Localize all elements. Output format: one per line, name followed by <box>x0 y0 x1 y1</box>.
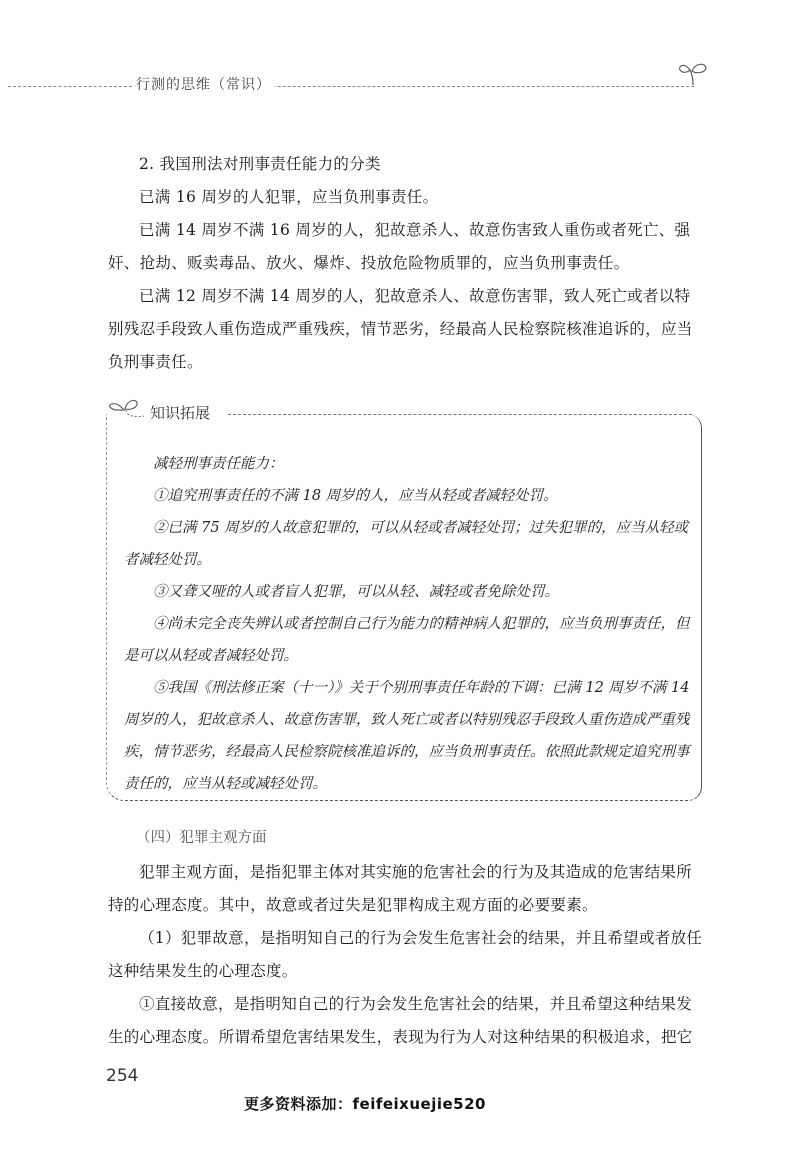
paragraph: 已满 12 周岁不满 14 周岁的人，犯故意杀人、故意伤害罪，致人死亡或者以特别残忍手段致人重伤造成严重残疾，情节恶劣，经最高人民检察院核准追诉的，应当负刑事责任。 <box>108 287 693 371</box>
knowledge-item: ⑤我国《刑法修正案（十一）》关于个别刑事责任年龄的下调：已满 12 周岁不满 14 周岁的人，犯故意杀人、故意伤害罪，致人死亡或者以特别残忍手段致人重伤造成严重残疾，情节恶劣，经最高人民检察院核准追诉的，应当负刑事责任。依照此款规定追究刑事责任的，应当从轻或减轻处罚。 <box>124 680 690 792</box>
paragraph: （1）犯罪故意，是指明知自己的行为会发生危害社会的结果，并且希望或者放任这种结果发生的心理态度。 <box>108 929 703 980</box>
subsection-heading: （四）犯罪主观方面 <box>136 830 267 846</box>
knowledge-box-title: 知识拓展 <box>146 402 214 423</box>
paragraph: 已满 14 周岁不满 16 周岁的人，犯故意杀人、故意伤害致人重伤或者死亡、强奸、抢劫、贩卖毒品、放火、爆炸、投放危险物质罪的，应当负刑事责任。 <box>108 221 691 272</box>
running-header-title: 行测的思维（常识） <box>132 74 275 94</box>
footer-text: 更多资料添加：feifeixuejie520 <box>244 1095 486 1113</box>
header-rule-right <box>238 86 694 87</box>
knowledge-box-top-rule <box>228 414 692 415</box>
knowledge-item: ②已满 75 周岁的人故意犯罪的，可以从轻或者减轻处罚；过失犯罪的，应当从轻或者减轻处罚。 <box>124 520 689 568</box>
knowledge-item: ①追究刑事责任的不满 18 周岁的人，应当从轻或者减轻处罚。 <box>153 488 558 504</box>
paragraph: 犯罪主观方面，是指犯罪主体对其实施的危害社会的行为及其造成的危害结果所持的心理态度。其中，故意或者过失是犯罪构成主观方面的必要要素。 <box>108 863 693 914</box>
body-text-bottom <box>108 856 704 1054</box>
paragraph: ①直接故意，是指明知自己的行为会发生危害社会的结果，并且希望这种结果发生的心理态度。所谓希望危害结果发生，表现为行为人对这种结果的积极追求，把它 <box>108 995 693 1046</box>
body-text-top <box>108 148 704 379</box>
sprout-icon <box>676 60 710 86</box>
header-rule-left <box>8 86 132 87</box>
knowledge-item: ④尚未完全丧失辨认或者控制自己行为能力的精神病人犯罪的，应当负刑事责任，但是可以从轻或者减轻处罚。 <box>124 616 690 664</box>
page-number: 254 <box>106 1066 139 1086</box>
paragraph: 已满 16 周岁的人犯罪，应当负刑事责任。 <box>139 188 439 206</box>
knowledge-item: ③又聋又哑的人或者盲人犯罪，可以从轻、减轻或者免除处罚。 <box>153 584 559 600</box>
section-heading: 2. 我国刑法对刑事责任能力的分类 <box>139 155 381 173</box>
knowledge-box-heading: 减轻刑事责任能力： <box>153 456 284 472</box>
knowledge-box-content <box>124 448 694 800</box>
